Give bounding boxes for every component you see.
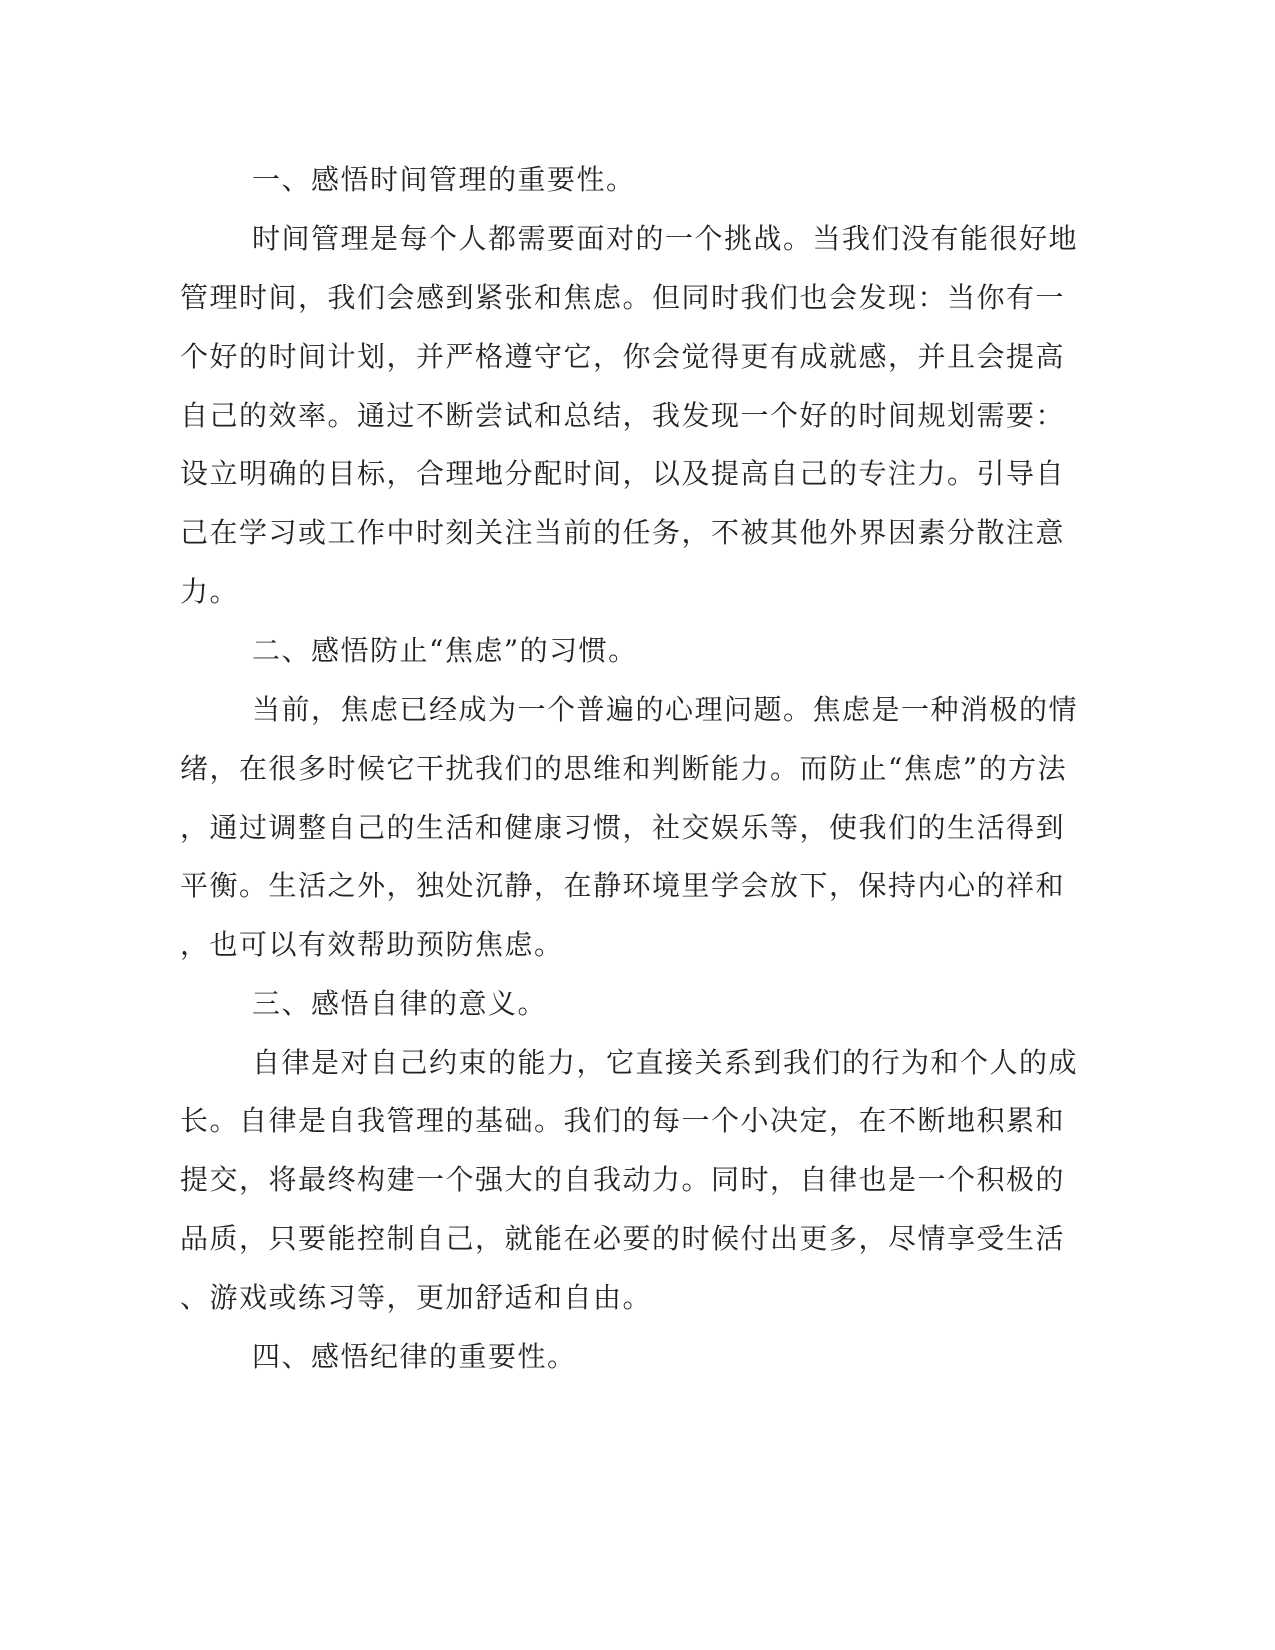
- paragraph-line: 自己的效率。通过不断尝试和总结，我发现一个好的时间规划需要：: [180, 399, 1066, 432]
- paragraph-line: 当前，焦虑已经成为一个普遍的心理问题。焦虑是一种消极的情: [252, 693, 1079, 726]
- paragraph-line: 己在学习或工作中时刻关注当前的任务，不被其他外界因素分散注意: [180, 516, 1066, 549]
- paragraph-line: 管理时间，我们会感到紧张和焦虑。但同时我们也会发现：当你有一: [180, 281, 1066, 314]
- paragraph-line: 品质，只要能控制自己，就能在必要的时候付出更多，尽情享受生活: [180, 1222, 1066, 1255]
- heading-self-discipline: 三、感悟自律的意义。: [252, 987, 548, 1020]
- heading-discipline: 四、感悟纪律的重要性。: [252, 1340, 577, 1373]
- paragraph-line: 提交，将最终构建一个强大的自我动力。同时，自律也是一个积极的: [180, 1163, 1066, 1196]
- paragraph-line: 时间管理是每个人都需要面对的一个挑战。当我们没有能很好地: [252, 222, 1079, 255]
- paragraph-line: 个好的时间计划，并严格遵守它，你会觉得更有成就感，并且会提高: [180, 340, 1066, 373]
- paragraph-line: 自律是对自己约束的能力，它直接关系到我们的行为和个人的成: [252, 1046, 1079, 1079]
- paragraph-line: 设立明确的目标，合理地分配时间，以及提高自己的专注力。引导自: [180, 457, 1066, 490]
- paragraph-line: 、游戏或练习等，更加舒适和自由。: [180, 1281, 653, 1314]
- paragraph-line: ，也可以有效帮助预防焦虑。: [180, 928, 564, 961]
- paragraph-line: 力。: [180, 575, 240, 608]
- paragraph-line: 绪，在很多时候它干扰我们的思维和判断能力。而防止“焦虑”的方法: [180, 752, 1068, 785]
- paragraph-line: 平衡。生活之外，独处沉静，在静环境里学会放下，保持内心的祥和: [180, 869, 1066, 902]
- paragraph-line: ，通过调整自己的生活和健康习惯，社交娱乐等，使我们的生活得到: [180, 811, 1066, 844]
- heading-prevent-anxiety: 二、感悟防止“焦虑”的习惯。: [252, 634, 638, 667]
- paragraph-line: 长。自律是自我管理的基础。我们的每一个小决定，在不断地积累和: [180, 1104, 1066, 1137]
- heading-time-management: 一、感悟时间管理的重要性。: [252, 163, 636, 196]
